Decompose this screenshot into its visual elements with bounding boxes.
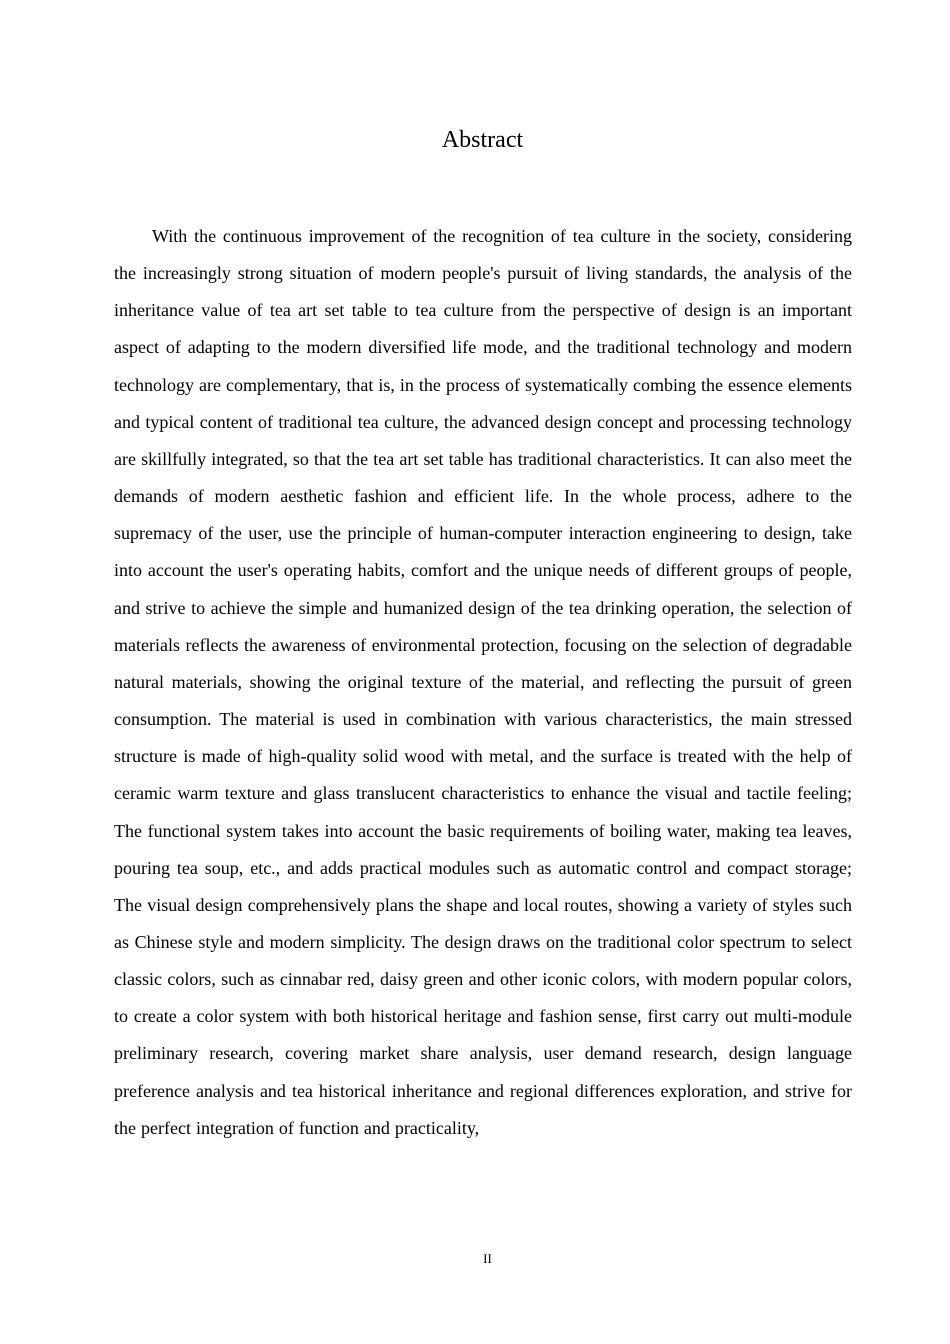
page-number: II bbox=[483, 1251, 492, 1266]
abstract-title: Abstract bbox=[441, 127, 524, 153]
abstract-body: With the continuous improvement of the recognition of tea culture in the society, considering the increasingly strong situation of modern people's pursuit of living standards, the analysis of the inheritance value of tea art set table to tea culture from the perspective of design is an important aspect of adapting to the modern diversified life mode, and the traditional technology and modern technology are complementary, that is, in the process of systematically combing the essence elements and typical content of traditional tea culture, the advanced design concept and processing technology are skillfully integrated, so that the tea art set table has traditional characteristics. It can also meet the demands of modern aesthetic fashion and efficient life. In the whole process, adhere to the supremacy of the user, use the principle of human-computer interaction engineering to design, take into account the user's operating habits, comfort and the unique needs of different groups of people, and strive to achieve the simple and humanized design of the tea drinking operation, the selection of materials reflects the awareness of environmental protection, focusing on the selection of degradable natural materials, showing the original texture of the material, and reflecting the pursuit of green consumption. The material is used in combination with various characteristics, the main stressed structure is made of high-quality solid wood with metal, and the surface is treated with the help of ceramic warm texture and glass translucent characteristics to enhance the visual and tactile feeling; The functional system takes into account the basic requirements of boiling water, making tea leaves, pouring tea soup, etc., and adds practical modules such as automatic control and compact storage; The visual design comprehensively plans the shape and local routes, showing a variety of styles such as Chinese style and modern simplicity. The design draws on the traditional color spectrum to select classic colors, such as cinnabar red, daisy green and other iconic colors, with modern popular colors, to create a color system with both historical heritage and fashion sense, first carry out multi-module preliminary research, covering market share analysis, user demand research, design language preference analysis and tea historical inheritance and regional differences exploration, and strive for the perfect integration of function and practicality, bbox=[114, 226, 852, 1138]
